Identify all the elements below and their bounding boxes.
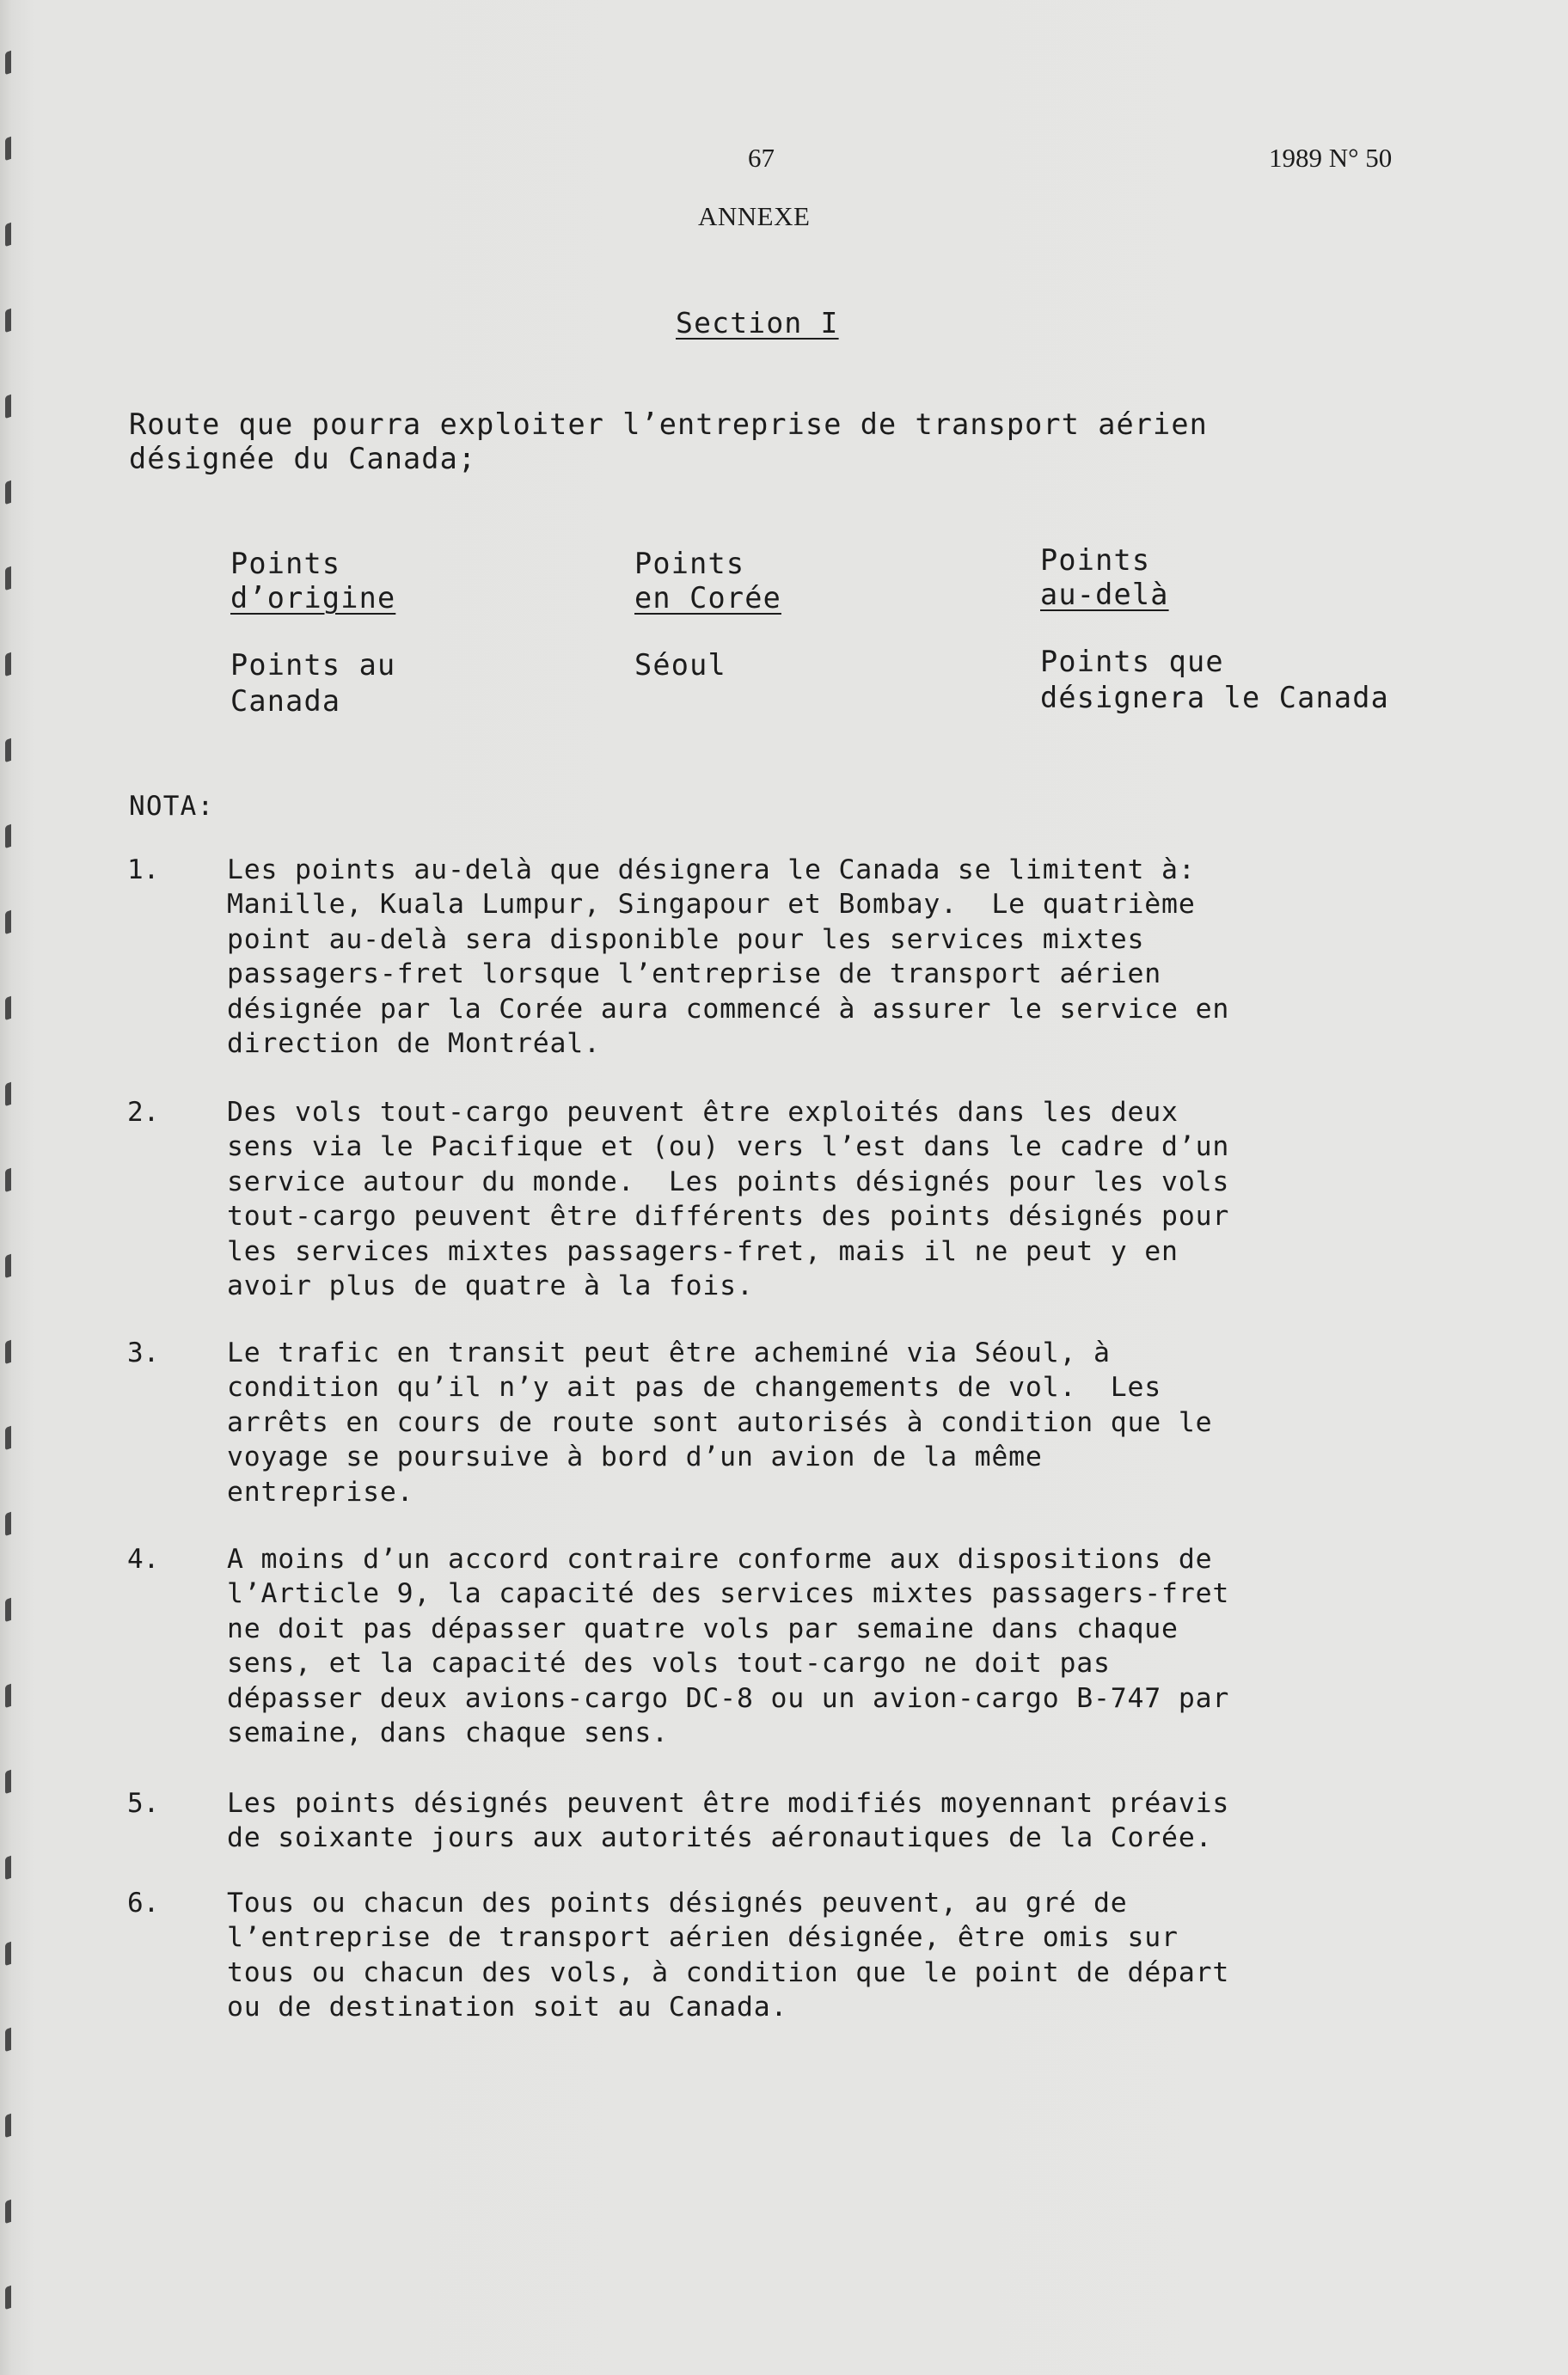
column-heading: Points: [634, 547, 745, 580]
note-line: A moins d’un accord contraire conforme aux dispositions de: [227, 1544, 1213, 1575]
list-number: 6.: [127, 1888, 160, 1919]
note-line: tous ou chacun des vols, à condition que le point de départ: [227, 1956, 1230, 1988]
note-line: Des vols tout-cargo peuvent être exploités dans les deux: [227, 1097, 1179, 1128]
note-line: sens, et la capacité des vols tout-cargo ne doit pas: [227, 1648, 1111, 1680]
note-line: Les points désignés peuvent être modifiés moyennant préavis: [227, 1788, 1230, 1819]
note-line: Le trafic en transit peut être acheminé via Séoul, à: [227, 1337, 1111, 1368]
nota-label: NOTA:: [129, 791, 215, 822]
column-heading: Points: [230, 547, 341, 580]
note-line: semaine, dans chaque sens.: [227, 1717, 669, 1749]
list-number: 3.: [127, 1337, 160, 1368]
note-line: dépasser deux avions-cargo DC-8 ou un avion-cargo B-747 par: [227, 1682, 1230, 1714]
note-line: ou de destination soit au Canada.: [227, 1992, 788, 2023]
column-cell: désignera le Canada: [1040, 681, 1390, 714]
annex-title: ANNEXE: [698, 201, 811, 231]
list-number: 4.: [127, 1544, 160, 1575]
note-line: Tous ou chacun des points désignés peuvent, au gré de: [227, 1888, 1128, 1919]
column-cell: Séoul: [634, 648, 726, 682]
spiral-binding: [0, 0, 22, 2375]
note-line: passagers-fret lorsque l’entreprise de transport aérien: [227, 958, 1162, 990]
note-line: de soixante jours aux autorités aéronautiques de la Corée.: [227, 1822, 1213, 1854]
issue-number: 1989 N° 50: [1269, 143, 1393, 173]
note-line: voyage se poursuive à bord d’un avion de la même: [227, 1442, 1043, 1473]
note-line: arrêts en cours de route sont autorisés à condition que le: [227, 1406, 1213, 1438]
column-cell: Points au: [230, 648, 396, 682]
section-title: Section I: [676, 306, 839, 340]
note-line: service autour du monde. Les points désignés pour les vols: [227, 1166, 1230, 1197]
note-line: les services mixtes passagers-fret, mais il ne peut y en: [227, 1235, 1179, 1267]
list-number: 5.: [127, 1788, 160, 1819]
column-heading-underlined: au-delà: [1040, 578, 1169, 611]
note-line: Manille, Kuala Lumpur, Singapour et Bombay. Le quatrième: [227, 889, 1196, 921]
column-heading-underlined: d’origine: [230, 581, 396, 615]
note-line: l’entreprise de transport aérien désignée, être omis sur: [227, 1922, 1179, 1954]
note-line: sens via le Pacifique et (ou) vers l’est dans le cadre d’un: [227, 1131, 1230, 1163]
column-heading-underlined: en Corée: [634, 581, 781, 615]
column-cell: Canada: [230, 684, 341, 718]
note-line: désignée par la Corée aura commencé à assurer le service en: [227, 993, 1230, 1025]
list-number: 2.: [127, 1097, 160, 1128]
note-line: direction de Montréal.: [227, 1028, 601, 1060]
note-line: ne doit pas dépasser quatre vols par semaine dans chaque: [227, 1613, 1179, 1644]
note-line: point au-delà sera disponible pour les services mixtes: [227, 923, 1145, 955]
note-line: tout-cargo peuvent être différents des points désignés pour: [227, 1201, 1230, 1233]
column-cell: Points que: [1040, 645, 1224, 678]
route-intro-line-1: Route que pourra exploiter l’entreprise de transport aérien: [129, 407, 1208, 441]
list-number: 1.: [127, 854, 160, 885]
column-heading: Points: [1040, 543, 1151, 577]
page-number: 67: [748, 143, 775, 173]
note-line: avoir plus de quatre à la fois.: [227, 1270, 754, 1302]
route-intro-line-2: désignée du Canada;: [129, 442, 477, 475]
note-line: condition qu’il n’y ait pas de changements de vol. Les: [227, 1372, 1162, 1404]
note-line: l’Article 9, la capacité des services mixtes passagers-fret: [227, 1578, 1230, 1610]
note-line: Les points au-delà que désignera le Canada se limitent à:: [227, 854, 1196, 885]
note-line: entreprise.: [227, 1476, 414, 1508]
